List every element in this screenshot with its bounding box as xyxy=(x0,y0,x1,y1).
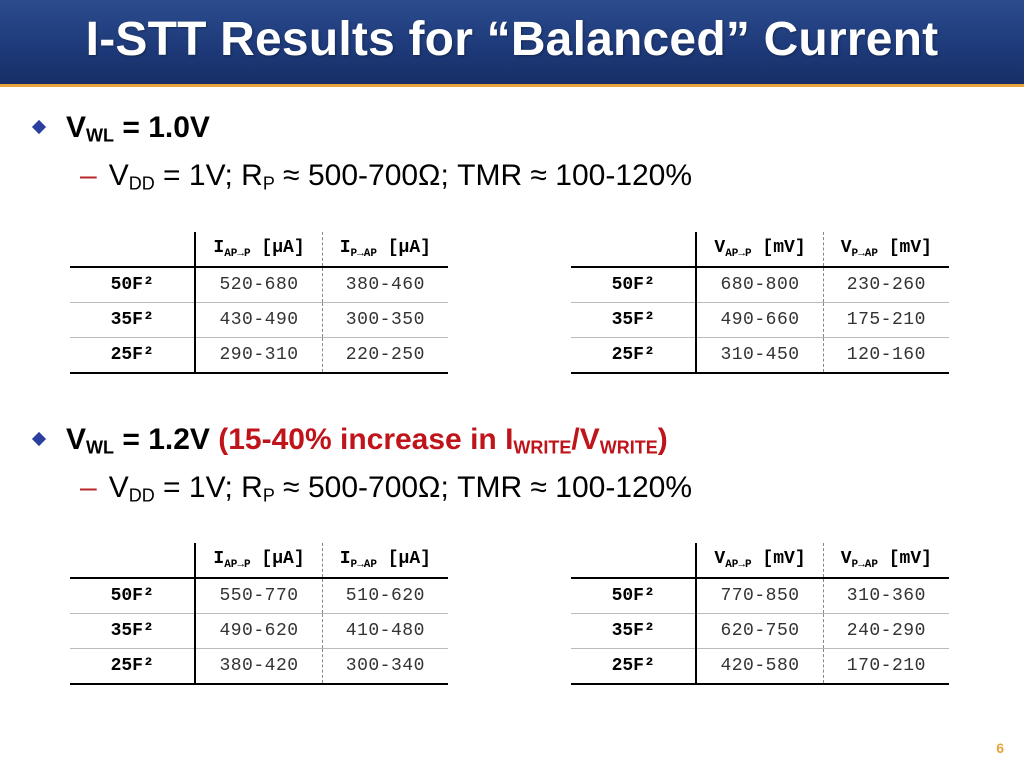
row-label: 50F² xyxy=(70,267,195,303)
slide-title: I-STT Results for “Balanced” Current xyxy=(85,13,939,66)
table-row xyxy=(571,649,949,685)
row-label: 35F² xyxy=(571,614,696,649)
table-voltage-1-2v xyxy=(571,543,949,685)
table-voltage-1v xyxy=(571,232,949,374)
col-header-vap-p: $V_{AP\to P}$ [mV] xyxy=(696,543,823,578)
sub-mid: = 1V; R xyxy=(154,471,263,504)
bullet-diamond-icon xyxy=(32,120,46,134)
sub-p: P xyxy=(262,485,275,506)
row-label: 35F² xyxy=(70,614,195,649)
row-label: 25F² xyxy=(70,338,195,374)
row-label: 35F² xyxy=(70,303,195,338)
cell: 410-480 xyxy=(322,614,448,649)
dash-icon: – xyxy=(80,471,97,504)
table-row xyxy=(70,649,448,685)
bullet-value: = 1.0V xyxy=(114,111,210,144)
cell: 510-620 xyxy=(322,578,448,614)
row-label: 35F² xyxy=(571,303,696,338)
cell: 520-680 xyxy=(195,267,322,303)
bullet-diamond-icon xyxy=(32,432,46,446)
sub-rest: ≈ 500-700Ω; TMR ≈ 100-120% xyxy=(274,159,693,192)
cell: 120-160 xyxy=(823,338,949,374)
page-number: 6 xyxy=(996,740,1004,756)
table-corner xyxy=(571,543,696,578)
sub-bullet-conditions-2 xyxy=(80,470,692,506)
table-corner xyxy=(70,543,195,578)
col-header-iap-p: $I_{AP\to P}$ [μA] xyxy=(195,543,322,578)
table-current-1-2v xyxy=(70,543,448,685)
cell: 310-450 xyxy=(696,338,823,374)
sub-mid: = 1V; R xyxy=(154,159,263,192)
sub-rest: ≈ 500-700Ω; TMR ≈ 100-120% xyxy=(274,471,693,504)
table-row xyxy=(70,338,448,374)
table-row xyxy=(70,267,448,303)
col-header-ip-ap: $I_{P\to AP}$ [μA] xyxy=(322,232,448,267)
bullet-v: V xyxy=(66,111,87,144)
cell: 620-750 xyxy=(696,614,823,649)
cell: 380-420 xyxy=(195,649,322,685)
cell: 240-290 xyxy=(823,614,949,649)
table-row xyxy=(571,267,949,303)
cell: 300-340 xyxy=(322,649,448,685)
col-header-vp-ap: $V_{P\to AP}$ [mV] xyxy=(823,543,949,578)
increase-note: (15-40% increase in $I_{WRITE}/V_{WRITE}$) xyxy=(218,423,668,458)
bullet-value: = 1.2V xyxy=(114,423,219,456)
col-header-iap-p: $I_{AP\to P}$ [μA] xyxy=(195,232,322,267)
table-row xyxy=(70,303,448,338)
table-corner xyxy=(70,232,195,267)
table-corner xyxy=(571,232,696,267)
cell: 770-850 xyxy=(696,578,823,614)
col-header-vap-p: $V_{AP\to P}$ [mV] xyxy=(696,232,823,267)
sub-bullet-conditions-1 xyxy=(80,158,692,194)
sub-p: P xyxy=(262,173,275,194)
sub-dd: DD xyxy=(128,485,155,506)
cell: 220-250 xyxy=(322,338,448,374)
row-label: 25F² xyxy=(571,649,696,685)
table-current-1v xyxy=(70,232,448,374)
row-label: 50F² xyxy=(571,578,696,614)
title-bar xyxy=(0,0,1024,87)
cell: 420-580 xyxy=(696,649,823,685)
sub-dd: DD xyxy=(128,173,155,194)
dash-icon: – xyxy=(80,159,97,192)
row-label: 50F² xyxy=(571,267,696,303)
bullet-v: V xyxy=(66,423,87,456)
cell: 300-350 xyxy=(322,303,448,338)
table-row xyxy=(571,303,949,338)
table-row xyxy=(571,338,949,374)
cell: 170-210 xyxy=(823,649,949,685)
cell: 550-770 xyxy=(195,578,322,614)
row-label: 50F² xyxy=(70,578,195,614)
cell: 310-360 xyxy=(823,578,949,614)
sub-v: V xyxy=(108,471,129,504)
bullet-sub-wl: WL xyxy=(86,125,114,146)
row-label: 25F² xyxy=(70,649,195,685)
col-header-ip-ap: $I_{P\to AP}$ [μA] xyxy=(322,543,448,578)
cell: 290-310 xyxy=(195,338,322,374)
col-header-vp-ap: $V_{P\to AP}$ [mV] xyxy=(823,232,949,267)
table-row xyxy=(571,578,949,614)
sub-v: V xyxy=(108,159,129,192)
table-row xyxy=(70,614,448,649)
row-label: 25F² xyxy=(571,338,696,374)
cell: 490-660 xyxy=(696,303,823,338)
cell: 490-620 xyxy=(195,614,322,649)
cell: 380-460 xyxy=(322,267,448,303)
cell: 680-800 xyxy=(696,267,823,303)
table-row xyxy=(70,578,448,614)
cell: 175-210 xyxy=(823,303,949,338)
table-row xyxy=(571,614,949,649)
bullet-sub-wl: WL xyxy=(86,437,114,458)
cell: 230-260 xyxy=(823,267,949,303)
cell: 430-490 xyxy=(195,303,322,338)
